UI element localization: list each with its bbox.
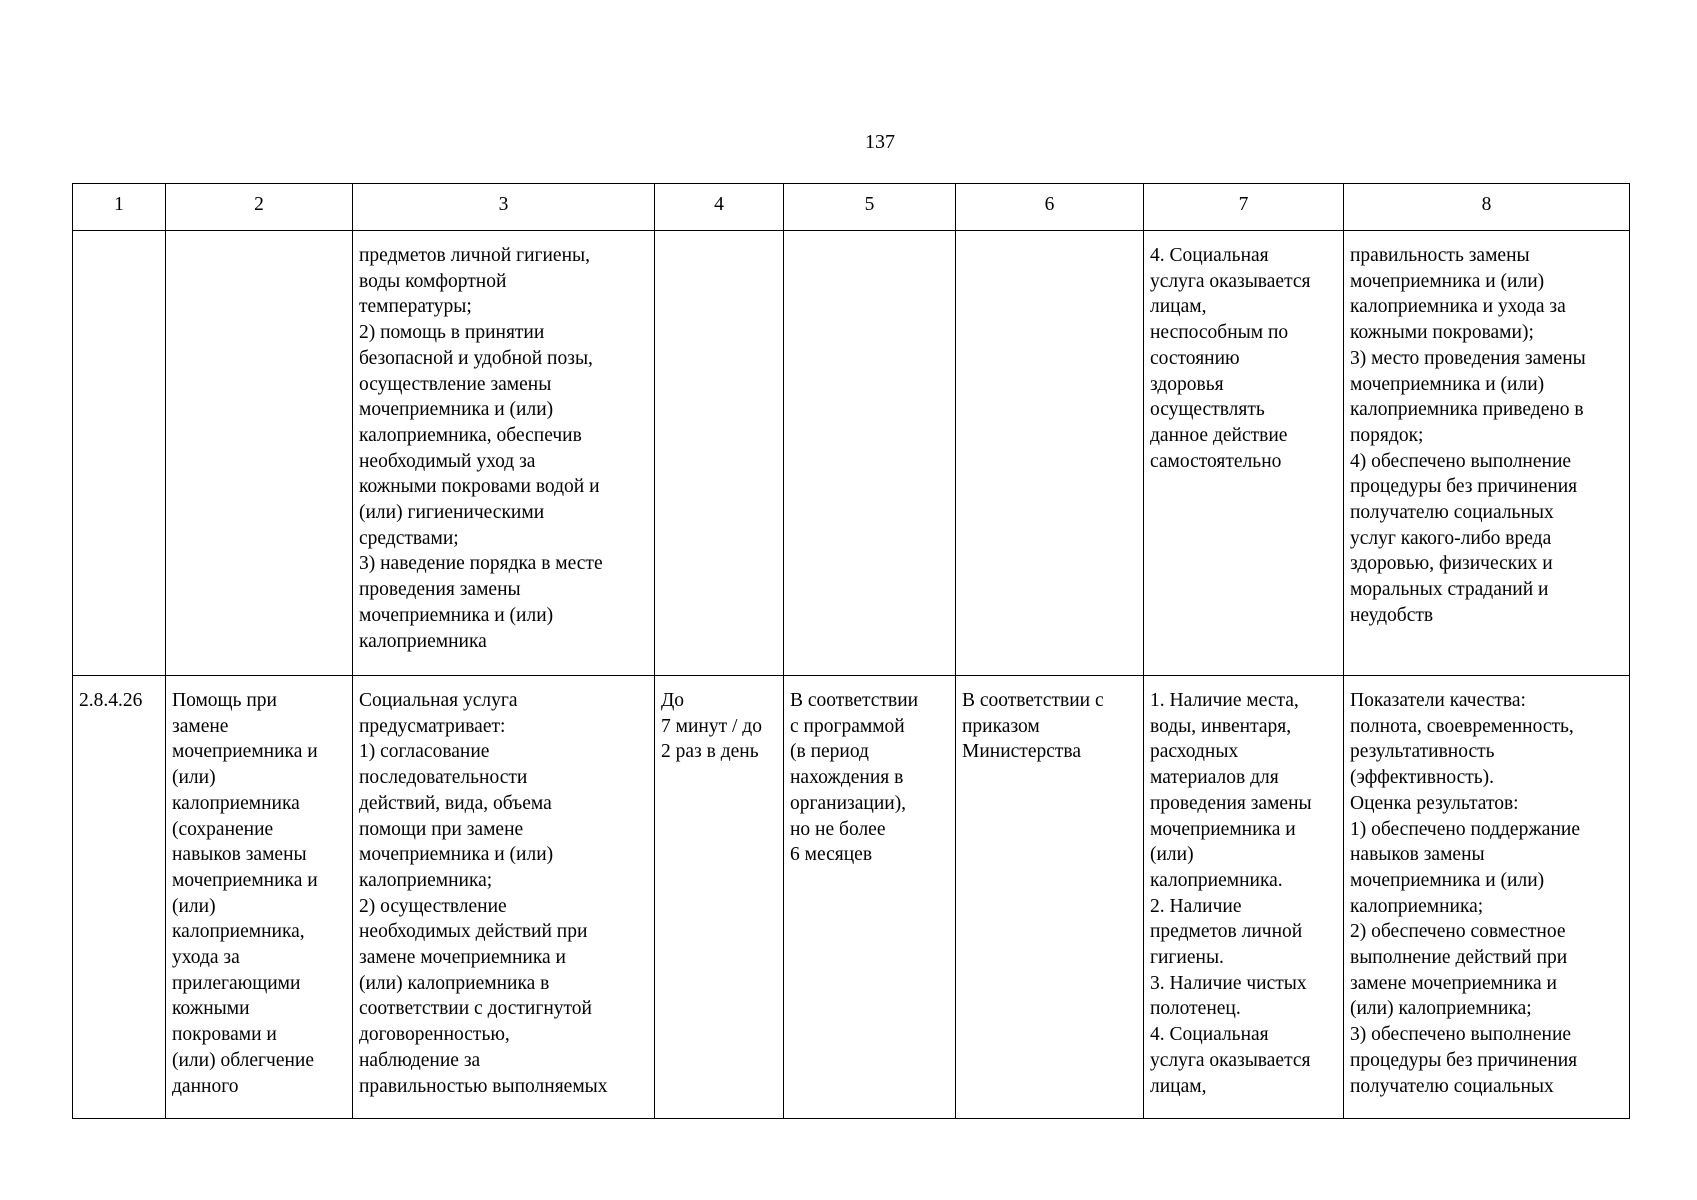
- table-cell: [166, 676, 353, 1119]
- cell-text: До 7 минут / до 2 раз в день: [661, 690, 762, 763]
- table-cell: [353, 676, 655, 1119]
- column-header: 6: [956, 184, 1144, 231]
- column-header: 7: [1144, 184, 1344, 231]
- table-cell: [1144, 676, 1344, 1119]
- cell-text: 1. Наличие места, воды, инвентаря, расходных материалов для проведения замены мочеприемника и (или) калоприемника. 2. Наличие предметов личной гигиены. 3. Наличие чистых полотенец. 4. Социальная услуга оказывается лицам,: [1150, 690, 1312, 1097]
- services-table: [72, 183, 1630, 1119]
- cell-text: 4. Социальная услуга оказывается лицам, неспособным по состоянию здоровья осуществлять данное действие самостоятельно: [1150, 245, 1311, 472]
- page-number: 137: [865, 131, 895, 153]
- table-header-row: [73, 184, 1630, 231]
- table-cell: [1344, 231, 1630, 676]
- column-header: 2: [166, 184, 353, 231]
- table-cell: [956, 231, 1144, 676]
- column-header: 5: [784, 184, 956, 231]
- column-header: 8: [1344, 184, 1630, 231]
- table-cell: [1144, 231, 1344, 676]
- table-cell: [784, 676, 956, 1119]
- table-cell: [655, 231, 784, 676]
- table-cell: [166, 231, 353, 676]
- cell-text: Показатели качества: полнота, своевременность, результативность (эффективность). Оценка результатов: 1) обеспечено поддержание навыков замены мочеприемника и (или) калоприемника; 2) обеспечено совместное выполнение действий при замене мочеприемника и (или) калоприемника; 3) обеспечено выполнение процедуры без причинения получателю социальных: [1350, 690, 1580, 1097]
- table-cell: [73, 231, 166, 676]
- cell-text: предметов личной гигиены, воды комфортной температуры; 2) помощь в принятии безопасной и удобной позы, осуществление замены мочеприемника и (или) калоприемника, обеспечив необходимый уход за кожными покровами водой и (или) гигиеническими средствами; 3) наведение порядка в месте проведения замены мочеприемника и (или) калоприемника: [359, 245, 603, 652]
- table-row: [73, 231, 1630, 676]
- table-cell: [1344, 676, 1630, 1119]
- table-cell: [784, 231, 956, 676]
- table-row: [73, 676, 1630, 1119]
- table-cell: [353, 231, 655, 676]
- column-header: 1: [73, 184, 166, 231]
- cell-text: 2.8.4.26: [79, 690, 143, 711]
- table-cell: [655, 676, 784, 1119]
- cell-text: В соответствии с приказом Министерства: [962, 690, 1104, 763]
- table-cell: [73, 676, 166, 1119]
- column-header: 4: [655, 184, 784, 231]
- cell-text: В соответствии с программой (в период нахождения в организации), но не более 6 месяцев: [790, 690, 919, 866]
- cell-text: правильность замены мочеприемника и (или) калоприемника и ухода за кожными покровами); 3) место проведения замены мочеприемника и (или) калоприемника приведено в порядок; 4) обеспечено выполнение процедуры без причинения получателю социальных услуг какого-либо вреда здоровью, физических и моральных страданий и неудобств: [1350, 245, 1586, 626]
- column-header: 3: [353, 184, 655, 231]
- cell-text: Помощь при замене мочеприемника и (или) калоприемника (сохранение навыков замены мочеприемника и (или) калоприемника, ухода за прилегающими кожными покровами и (или) облегчение данного: [172, 690, 318, 1097]
- cell-text: Социальная услуга предусматривает: 1) согласование последовательности действий, вида, объема помощи при замене мочеприемника и (или) калоприемника; 2) осуществление необходимых действий при замене мочеприемника и (или) калоприемника в соответствии с достигнутой договоренностью, наблюдение за правильностью выполняемых: [359, 690, 608, 1097]
- table-cell: [956, 676, 1144, 1119]
